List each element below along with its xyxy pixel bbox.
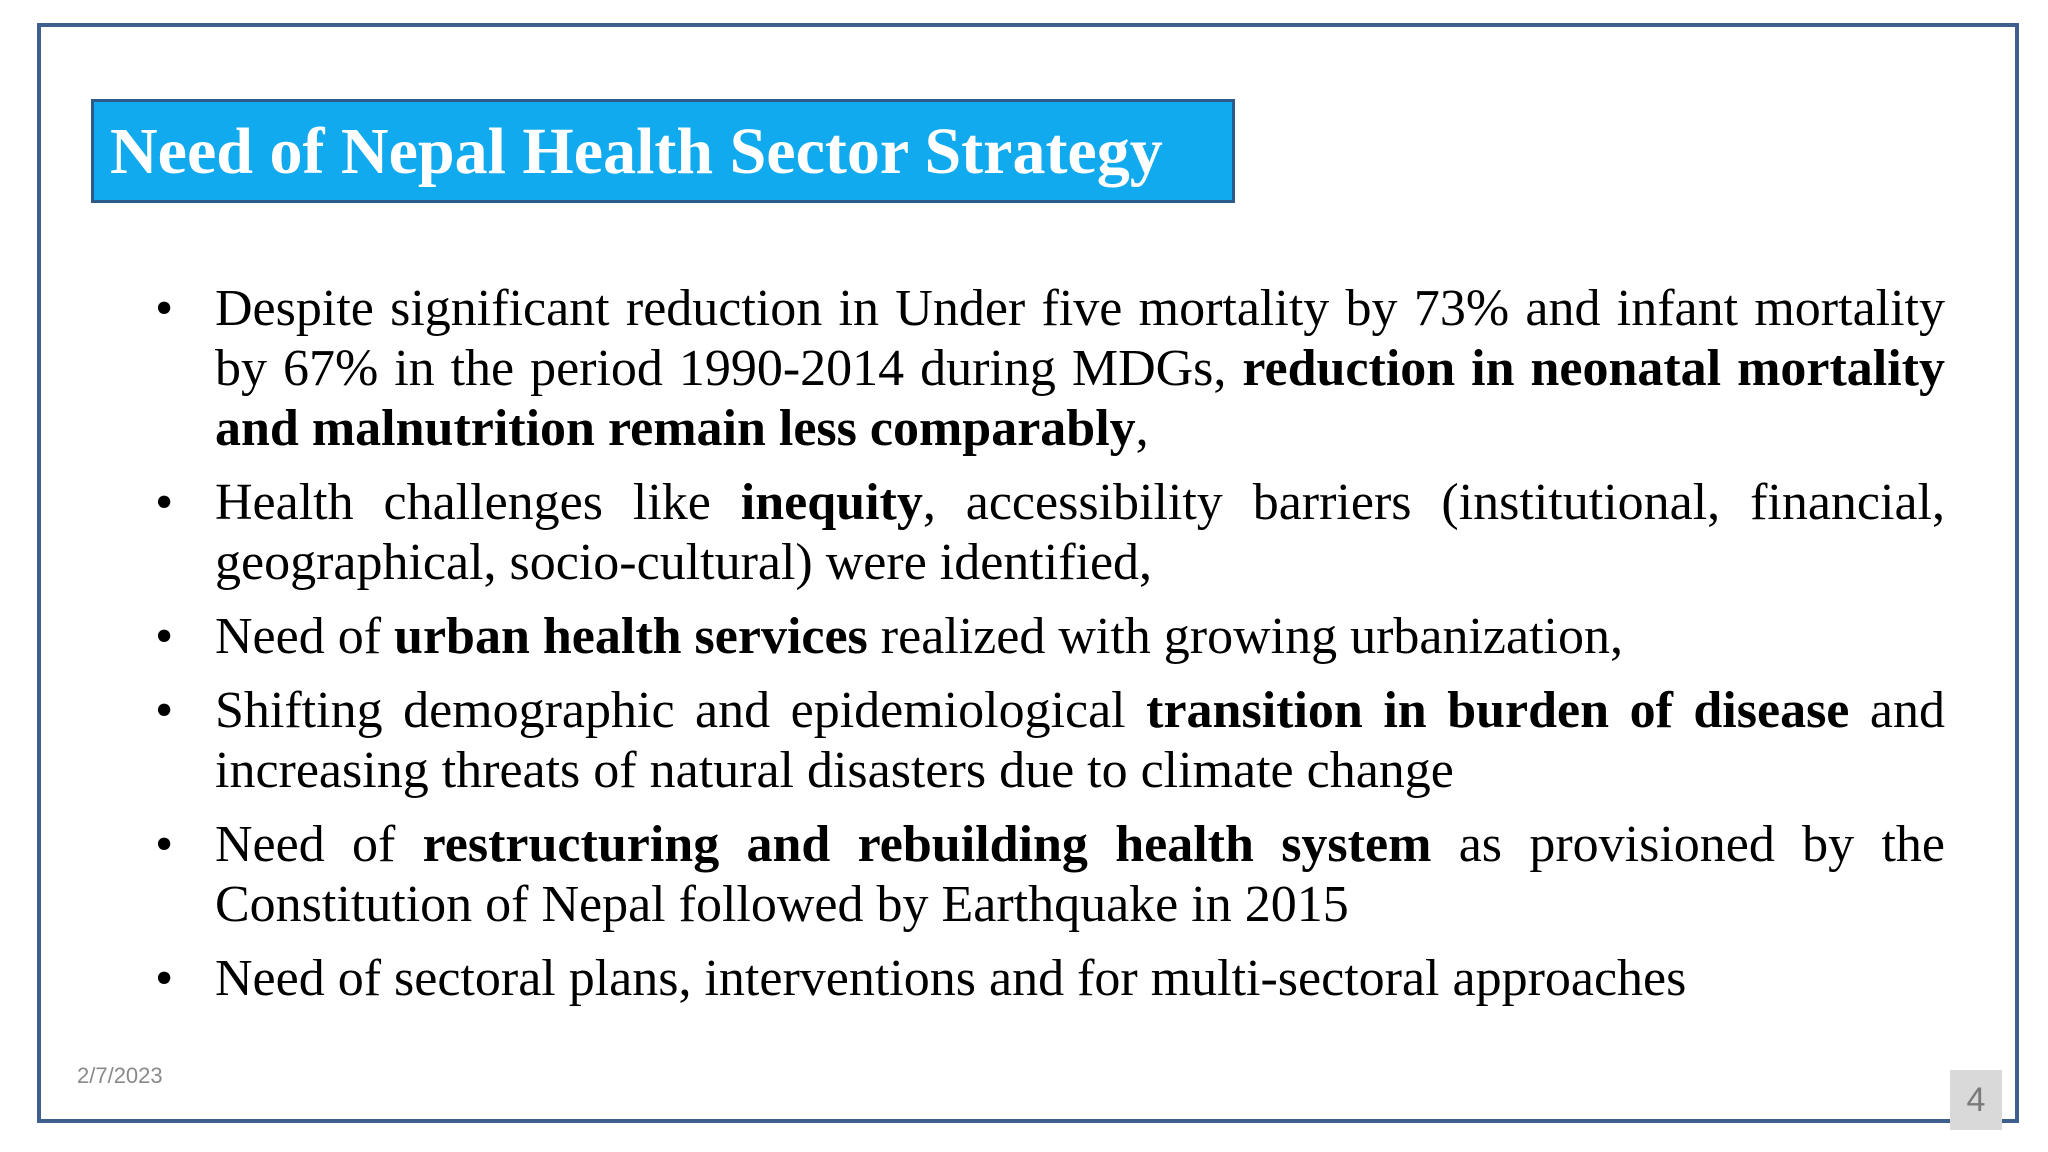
slide-title: Need of Nepal Health Sector Strategy [110,115,1163,188]
bullet-text [215,681,1945,801]
bullet-text-part: realized with growing urbanization, [867,608,1623,665]
bullet-icon: • [155,682,174,739]
bullet-text-bold: restructuring and rebuilding health system [422,816,1432,873]
bullet-item [115,607,1975,667]
date-footer: 2/7/2023 [77,1063,163,1088]
bullet-item [115,681,1975,801]
bullet-text-part: and increasing threats of natural disasters due to climate change [215,682,1945,799]
bullet-text-part: , [1135,400,1149,457]
bullet-text-bold: reduction in neonatal mortality and malnutrition remain less comparably [215,340,1945,457]
bullet-text-part: Health challenges like [215,474,741,531]
bullet-text-part: Need of sectoral plans, interventions and for multi-sectoral approaches [215,950,1687,1007]
bullet-text-part: Shifting demographic and epidemiological [215,682,1147,739]
bullet-text-part: Despite significant reduction in Under five mortality by 73% and infant mortality by 67% in the period 1990-2014 during MDGs, [215,280,1945,397]
page-number-badge: 4 [1950,1070,2002,1130]
bullet-icon: • [155,950,174,1007]
bullet-text-part: Need of [215,608,395,665]
bullet-text-part: as provisioned by the Constitution of Nepal followed by Earthquake in 2015 [215,816,1945,933]
bullet-text [215,949,1945,1009]
title-banner [91,99,1235,203]
bullet-icon: • [155,608,174,665]
slide-frame [37,23,2019,1123]
bullet-item [115,815,1975,935]
bullet-icon: • [155,280,174,337]
bullet-item [115,473,1975,593]
bullet-item [115,279,1975,459]
bullet-list [115,279,1975,1023]
bullet-text-bold: urban health services [394,608,868,665]
bullet-text [215,473,1945,593]
bullet-item [115,949,1975,1009]
bullet-text-bold: transition in burden of disease [1146,682,1850,739]
bullet-icon: • [155,474,174,531]
bullet-text [215,279,1945,459]
bullet-text [215,815,1945,935]
bullet-text-part: Need of [215,816,423,873]
bullet-text-bold: inequity [740,474,923,531]
bullet-text [215,607,1945,667]
bullet-text-part: , accessibility barriers (institutional, financial, geographical, socio-cultural) were identified, [215,474,1945,591]
bullet-icon: • [155,816,174,873]
